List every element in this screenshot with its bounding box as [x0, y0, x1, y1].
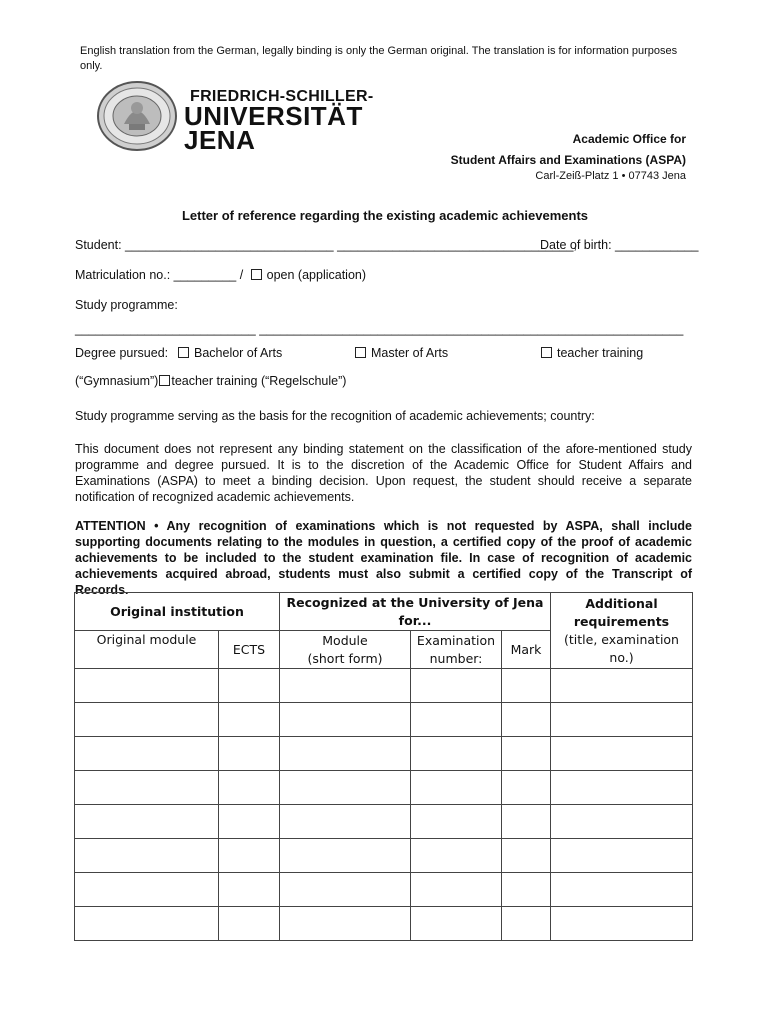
- table-cell[interactable]: [411, 873, 502, 907]
- table-cell[interactable]: [502, 771, 551, 805]
- table-row: [75, 703, 693, 737]
- table-cell[interactable]: [75, 703, 219, 737]
- office-name-2: Student Affairs and Examinations (ASPA): [450, 153, 686, 167]
- date-of-birth-field[interactable]: Date of birth: ____________: [540, 238, 699, 252]
- table-cell[interactable]: [551, 737, 693, 771]
- office-name-1: Academic Office for: [572, 132, 686, 146]
- study-programme-field[interactable]: __________________________ _____________________________________________________________: [75, 322, 684, 336]
- table-cell[interactable]: [219, 873, 280, 907]
- mark-header: Mark: [502, 631, 551, 669]
- table-cell[interactable]: [75, 771, 219, 805]
- master-label: Master of Arts: [371, 346, 449, 360]
- open-label: open (application): [266, 268, 367, 282]
- table-cell[interactable]: [219, 669, 280, 703]
- bachelor-checkbox[interactable]: [178, 347, 189, 358]
- table-cell[interactable]: [411, 839, 502, 873]
- regelschule-checkbox[interactable]: [159, 375, 170, 386]
- table-cell[interactable]: [280, 839, 411, 873]
- table-cell[interactable]: [411, 805, 502, 839]
- table-cell[interactable]: [411, 771, 502, 805]
- table-cell[interactable]: [502, 805, 551, 839]
- table-cell[interactable]: [551, 907, 693, 941]
- table-cell[interactable]: [502, 907, 551, 941]
- table-cell[interactable]: [75, 669, 219, 703]
- table-cell[interactable]: [502, 737, 551, 771]
- table-cell[interactable]: [75, 737, 219, 771]
- logo-line-3: JENA: [184, 125, 256, 155]
- table-cell[interactable]: [502, 703, 551, 737]
- additional-sub: (title, examination no.): [564, 631, 679, 665]
- logo-line-2: UNIVERSITÄT: [184, 101, 363, 131]
- original-module-header: Original module: [75, 631, 219, 669]
- study-programme-label: Study programme:: [75, 298, 178, 312]
- table-cell[interactable]: [502, 873, 551, 907]
- table-cell[interactable]: [551, 839, 693, 873]
- module-header: [280, 631, 411, 669]
- table-cell[interactable]: [280, 873, 411, 907]
- table-cell[interactable]: [280, 907, 411, 941]
- exam-title: Examination: [416, 632, 496, 648]
- master-checkbox[interactable]: [355, 347, 366, 358]
- bachelor-option[interactable]: [178, 346, 282, 360]
- table-cell[interactable]: [551, 873, 693, 907]
- office-address: Carl-Zeiß-Platz 1 • 07743 Jena: [535, 170, 686, 182]
- table-cell[interactable]: [551, 703, 693, 737]
- table-cell[interactable]: [280, 771, 411, 805]
- matriculation-row: [75, 268, 366, 282]
- recognition-table: [74, 592, 693, 941]
- gymnasium-label: (“Gymnasium”): [75, 374, 159, 388]
- table-cell[interactable]: [219, 737, 280, 771]
- table-row: [75, 805, 693, 839]
- table-cell[interactable]: [502, 839, 551, 873]
- master-option[interactable]: [355, 346, 448, 360]
- table-cell[interactable]: [502, 669, 551, 703]
- exam-sub: number:: [429, 650, 483, 666]
- table-cell[interactable]: [75, 839, 219, 873]
- table-row: [75, 907, 693, 941]
- university-logo: [96, 80, 396, 155]
- table-cell[interactable]: [551, 805, 693, 839]
- module-title: Module: [322, 632, 368, 648]
- module-sub: (short form): [307, 650, 383, 666]
- table-cell[interactable]: [280, 737, 411, 771]
- table-row: [75, 839, 693, 873]
- open-checkbox[interactable]: [251, 269, 262, 280]
- bachelor-label: Bachelor of Arts: [194, 346, 283, 360]
- teacher-label: teacher training: [557, 346, 644, 360]
- university-seal-icon: [96, 80, 178, 152]
- degree-label: Degree pursued:: [75, 346, 169, 360]
- table-cell[interactable]: [75, 873, 219, 907]
- table-cell[interactable]: [551, 771, 693, 805]
- table-cell[interactable]: [411, 669, 502, 703]
- table-row: [75, 737, 693, 771]
- logo-line-1: FRIEDRICH-SCHILLER-: [190, 88, 374, 105]
- table-cell[interactable]: [411, 737, 502, 771]
- gymnasium-row: [75, 374, 346, 388]
- table-cell[interactable]: [219, 771, 280, 805]
- table-row: [75, 771, 693, 805]
- table-cell[interactable]: [219, 839, 280, 873]
- regelschule-label: teacher training (“Regelschule”): [171, 374, 347, 388]
- table-cell[interactable]: [411, 907, 502, 941]
- student-field[interactable]: Student: ______________________________ __________________________________,: [75, 238, 577, 252]
- teacher-option[interactable]: [541, 346, 643, 360]
- table-cell[interactable]: [75, 805, 219, 839]
- original-institution-header: Original institution: [75, 593, 280, 631]
- table-cell[interactable]: [219, 907, 280, 941]
- recognized-header: Recognized at the University of Jena for...: [280, 593, 551, 631]
- matriculation-field[interactable]: Matriculation no.: _________ /: [75, 268, 244, 282]
- document-title: Letter of reference regarding the existing academic achievements: [181, 208, 589, 223]
- table-cell[interactable]: [551, 669, 693, 703]
- table-cell[interactable]: [219, 703, 280, 737]
- table-cell[interactable]: [280, 805, 411, 839]
- table-row: [75, 873, 693, 907]
- disclaimer-paragraph: This document does not represent any binding statement on the classification of the afore-mentioned study programme and degree pursued. It is to the discretion of the Academic Office for Student Affairs and Examinations (ASPA) to meet a binding decision. Upon request, the student should receive a separate notification of recognized academic achievements.: [75, 442, 692, 504]
- ects-header: ECTS: [219, 631, 280, 669]
- teacher-checkbox[interactable]: [541, 347, 552, 358]
- attention-paragraph: ATTENTION • Any recognition of examinations which is not requested by ASPA, shall include supporting documents relating to the modules in question, a certified copy of the proof of academic achievements to be included to the student examination file. In case of recognition of academic achievements acquired abroad, students must also submit a certified copy of the Transcript of Records.: [75, 519, 692, 597]
- exam-header: [411, 631, 502, 669]
- disclaimer-text: English translation from the German, legally binding is only the German original. The translation is for information purposes only.: [80, 45, 678, 72]
- table-row: [75, 669, 693, 703]
- table-cell[interactable]: [219, 805, 280, 839]
- additional-title: Additional requirements: [573, 595, 670, 629]
- table-cell[interactable]: [280, 669, 411, 703]
- additional-requirements-header: [551, 593, 693, 669]
- table-cell[interactable]: [411, 703, 502, 737]
- table-cell[interactable]: [280, 703, 411, 737]
- table-cell[interactable]: [75, 907, 219, 941]
- basis-field: Study programme serving as the basis for the recognition of academic achievements; country:: [75, 409, 595, 423]
